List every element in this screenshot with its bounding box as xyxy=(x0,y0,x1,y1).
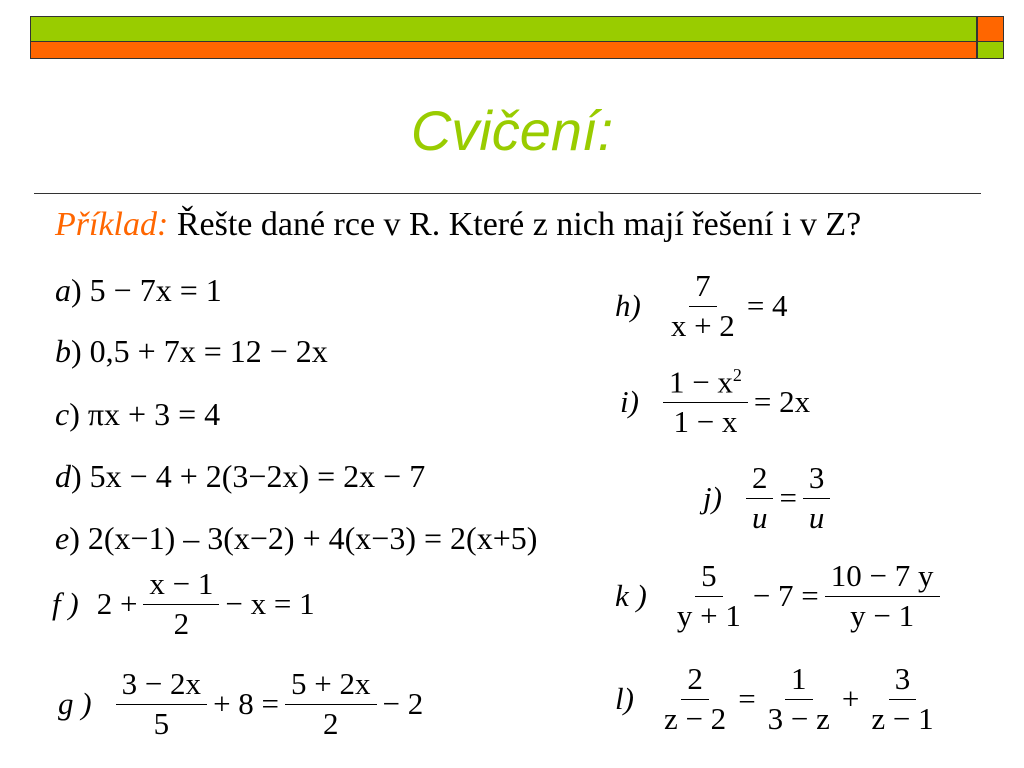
equation-l-numerator-1: 2 xyxy=(681,663,709,700)
equation-k-fraction-1 xyxy=(671,560,747,632)
equation-g xyxy=(58,668,423,740)
equation-i-fraction xyxy=(663,366,748,438)
equation-j-fraction-2 xyxy=(803,462,831,534)
equation-l-numerator-2: 1 xyxy=(785,663,813,700)
equation-g-fraction-2 xyxy=(285,668,376,740)
equation-k-denominator-2: y − 1 xyxy=(850,597,915,633)
slide-title: Cvičení: xyxy=(410,99,614,162)
equation-k xyxy=(615,560,946,632)
equation-h-numerator: 7 xyxy=(689,270,717,307)
equation-i-label: i) xyxy=(620,384,639,420)
equation-f-label: f ) xyxy=(52,586,79,622)
equation-h-post: = 4 xyxy=(746,288,788,324)
equation-g-fraction-1 xyxy=(116,668,207,740)
equation-g-label: g ) xyxy=(58,686,92,722)
equation-j-numerator-2: 3 xyxy=(803,462,831,499)
equation-k-denominator-1: y + 1 xyxy=(676,597,741,633)
equation-e-label: e xyxy=(55,520,70,556)
equation-k-mid: − 7 = xyxy=(752,578,819,614)
header-square-green xyxy=(977,42,1004,59)
task-statement xyxy=(55,206,861,244)
equation-f-numerator: x − 1 xyxy=(143,568,219,605)
equation-k-numerator-2: 10 − 7 y xyxy=(825,560,940,597)
equation-e xyxy=(55,520,537,557)
equation-d-body: ) 5x − 4 + 2(3−2x) = 2x − 7 xyxy=(71,458,426,494)
equation-k-numerator-1: 5 xyxy=(695,560,723,597)
equation-h xyxy=(615,270,788,342)
equation-j-denominator-1: u xyxy=(751,499,768,535)
equation-k-fraction-2 xyxy=(825,560,940,632)
equation-f-post: − x = 1 xyxy=(225,586,315,622)
equation-l-mid-2: + xyxy=(841,681,860,717)
equation-h-label: h) xyxy=(615,288,641,324)
equation-i-exponent: 2 xyxy=(732,365,742,385)
equation-l-fraction-3 xyxy=(865,663,939,735)
equation-b-label: b xyxy=(55,333,71,369)
equation-d-label: d xyxy=(55,458,71,494)
equation-f xyxy=(52,568,315,640)
equation-l-fraction-2 xyxy=(762,663,836,735)
equation-e-body: ) 2(x−1) – 3(x−2) + 4(x−3) = 2(x+5) xyxy=(69,520,538,556)
equation-a-body: ) 5 − 7x = 1 xyxy=(71,272,222,308)
equation-c xyxy=(55,396,220,433)
equation-j-numerator-1: 2 xyxy=(746,462,774,499)
equation-j-mid: = xyxy=(779,480,797,516)
equation-d xyxy=(55,458,425,495)
equation-l-denominator-3: z − 1 xyxy=(871,700,934,736)
equation-l-fraction-1 xyxy=(658,663,732,735)
header-bar-green xyxy=(30,16,977,42)
equation-l-denominator-1: z − 2 xyxy=(663,700,727,736)
equation-h-denominator: x + 2 xyxy=(670,307,735,343)
task-text: Řešte dané rce v R. Které z nich mají řešení i v Z? xyxy=(176,206,862,243)
equation-f-fraction xyxy=(143,568,219,640)
equation-g-post: − 2 xyxy=(382,686,424,722)
equation-i-post: = 2x xyxy=(753,384,811,420)
equation-c-body: ) πx + 3 = 4 xyxy=(69,396,221,432)
equation-j xyxy=(703,462,836,534)
equation-i-numerator: 1 − x xyxy=(668,364,733,400)
equation-c-label: c xyxy=(55,396,70,432)
equation-h-fraction xyxy=(665,270,741,342)
equation-j-fraction-1 xyxy=(746,462,774,534)
equation-a-label: a xyxy=(55,272,71,308)
equation-g-denominator-2: 2 xyxy=(323,705,339,741)
equation-f-pre: 2 + xyxy=(96,586,138,622)
equation-i-denominator: 1 − x xyxy=(673,403,738,439)
equation-l xyxy=(615,663,946,735)
equation-i xyxy=(620,366,810,438)
equation-k-label: k ) xyxy=(615,578,647,614)
equation-j-denominator-2: u xyxy=(808,499,825,535)
equation-j-label: j) xyxy=(703,480,722,516)
equation-g-denominator-1: 5 xyxy=(153,705,170,741)
equation-a xyxy=(55,272,222,309)
equation-l-denominator-2: 3 − z xyxy=(767,700,830,736)
header-bar-orange xyxy=(30,42,977,59)
header-square-orange xyxy=(977,16,1004,42)
equation-b xyxy=(55,333,328,370)
equation-b-body: ) 0,5 + 7x = 12 − 2x xyxy=(71,333,328,369)
equation-f-denominator: 2 xyxy=(173,605,190,641)
equation-l-label: l) xyxy=(615,681,634,717)
title-divider xyxy=(34,193,981,194)
equation-g-numerator-1: 3 − 2x xyxy=(116,668,207,705)
equation-g-mid: + 8 = xyxy=(213,686,280,722)
equation-g-numerator-2: 5 + 2x xyxy=(285,668,376,705)
task-label: Příklad: xyxy=(55,206,169,243)
equation-l-numerator-3: 3 xyxy=(889,663,917,700)
equation-l-mid: = xyxy=(738,681,756,717)
